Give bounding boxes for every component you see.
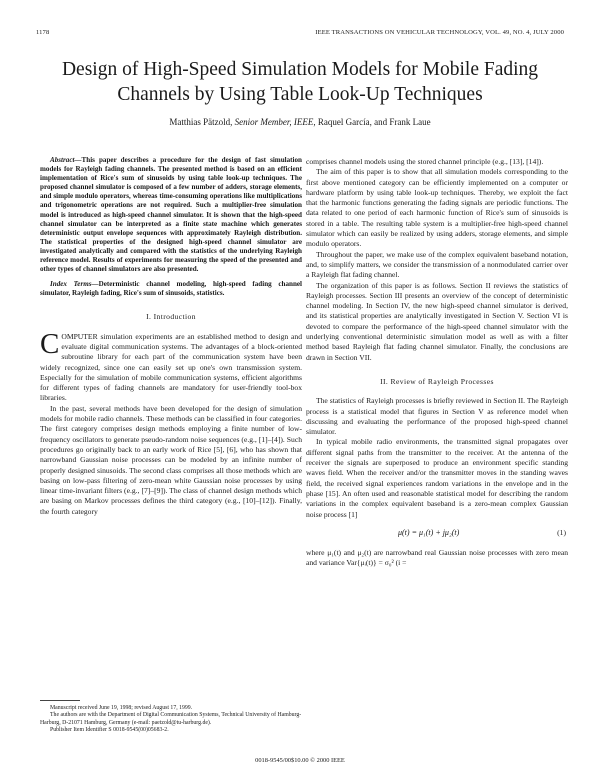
right-paragraph-5: The statistics of Rayleigh processes is briefly reviewed in Section II. The Rayleigh process is a statistical model that figures in Section V as reference model when discussing and evaluating the performance of the proposed high-speed channel simulator.	[306, 396, 568, 437]
right-paragraph-6: In typical mobile radio environments, the transmitted signal propagates over different signal paths from the transmitter to the receiver. At the antenna of the receiver the signals are superposed to produce an environment specific standing waves field. When the receiver and/or the transmitter moves in the standing waves field, the received signal experiences random variations in the envelope and in the phase [15]. An often used and reasonable statistical model for describing the random variations in the complex equivalent baseband is a zero-mean complex Gaussian noise process [1]	[306, 437, 568, 519]
copyright-footer: 0018-9545/00$10.00 © 2000 IEEE	[255, 757, 345, 764]
index-terms	[40, 280, 302, 298]
journal-running-head: IEEE TRANSACTIONS ON VEHICULAR TECHNOLOGY, VOL. 49, NO. 4, JULY 2000	[315, 29, 564, 36]
footnote-affiliation: The authors are with the Department of Digital Communication Systems, Technical University of Hamburg-Harburg, D-21071 Hamburg, Germany (e-mail: paetzold@tu-harburg.de).	[40, 712, 302, 726]
author-membership: Senior Member, IEEE	[232, 117, 314, 127]
right-paragraph-1: comprises channel models using the stored channel principle (e.g., [13], [14]).	[306, 157, 544, 166]
equation-expression: μ(t) = μ₁(t) + jμ₂(t)	[398, 527, 460, 537]
footnote-pii: Publisher Item Identifier S 0018-9545(00)05683-2.	[50, 727, 169, 734]
index-terms-lead: Index Terms—	[50, 280, 99, 289]
authors-names-prefix: Matthias Pätzold,	[169, 117, 233, 127]
drop-cap-letter: C	[40, 327, 60, 360]
abstract-text: This paper describes a procedure for the design of fast simulation models for Rayleigh fading channels. The presented method is based on an efficient implementation of Rice's sum of sinusoids by using table look-up techniques. The proposed channel simulator is composed of a few number of adders, storage elements, and simple modulo operators, whereas time-consuming operations like multiplications and trigonometric operations are not required. Such a multiplier-free simulation model is introduced as high-speed channel simulator. It is shown that the high-speed channel simulator can be interpreted as a finite state machine which generates deterministic output envelope sequences with approximately Rayleigh distribution. The statistical properties of the designed high-speed channel simulator are investigated analytically and compared with the statistics of the underlying Rayleigh reference model. Results of experiments for measuring the speed of the presented and other types of channel simulators are also presented.	[40, 156, 302, 274]
running-header	[36, 29, 564, 41]
section-heading-introduction: I. Introduction	[146, 312, 196, 322]
author-line	[30, 117, 570, 127]
right-paragraph-2: The aim of this paper is to show that all simulation models corresponding to the first above mentioned category can be efficiently implemented on a computer or hardware platform by using table look-up techniques. Thereby, we exploit the fact that the harmonic functions generating the fading signals are periodic functions. The data related to one period of each harmonic function of Rice's sum of sinusoids is stored in a table. The resulting table system is a multiplier-free high-speed channel simulator which can easily be realized by using adders, storage elements, and simple modulo operators.	[306, 167, 568, 249]
authors-names-suffix: , Raquel García, and Frank Laue	[313, 117, 431, 127]
intro-paragraph-2: In the past, several methods have been developed for the design of simulation models for mobile radio channels. These methods can be classified in four categories. The first category comprises design methods employing a finite number of low-frequency oscillators to generate pseudo-random noise sequences (e.g., [1]–[4]). Such procedures go originally back to an early work of Rice [5], [6], who has shown that narrowband Gaussian noise processes can be modeled by an infinite number of properly designed sinusoids. The second class comprises all those methods which are basing on low-pass filtering of zero-mean white Gaussian noise processes by using linear time-invariant filters (e.g., [7]–[9]). The class of channel design methods which are basing on Markov processes defines the third category (e.g., [10]–[12]). Finally, the fourth category	[40, 403, 302, 516]
right-column	[306, 157, 568, 568]
page-number: 1178	[36, 29, 50, 36]
footnote-rule	[40, 700, 80, 701]
left-column	[40, 156, 302, 517]
intro-paragraph-1-text: OMPUTER simulation experiments are an established method to design and evaluate digital communication systems. The advantages of a block-oriented subroutine library for each part of the communication system have been widely recognized, since one can easily set up one's own transmission system. Especially for the simulation of mobile communication systems, efficient algorithms for different types of fading channels are mandatory for user-friendly tool-box libraries.	[40, 331, 302, 403]
section-heading-rayleigh: II. Review of Rayleigh Processes	[380, 376, 494, 386]
equation-number: (1)	[557, 527, 566, 537]
footnote-received: Manuscript received June 19, 1998; revised August 17, 1999.	[50, 705, 193, 711]
intro-paragraph-1	[40, 327, 302, 404]
abstract	[40, 156, 302, 274]
right-paragraph-4: The organization of this paper is as follows. Section II reviews the statistics of Rayleigh processes. Section III presents an overview of the concept of deterministic channel modeling. In Section IV, the new high-speed channel simulator is derived, and its statistical properties are analytically investigated in Section V. Section VI is devoted to compare the performance of the high-speed channel simulator with the underlying conventional deterministic simulation model as well as with a filter method based Rayleigh flat fading channel simulator. Finally, the conclusions are drawn in Section VII.	[306, 280, 568, 362]
abstract-lead: Abstract—	[50, 156, 82, 164]
footnote	[40, 705, 302, 735]
equation-1	[306, 526, 568, 544]
right-paragraph-7: where μ₁(t) and μ₂(t) are narrowband real Gaussian noise processes with zero mean and variance Var{μᵢ(t)} = σ₀² (i =	[306, 547, 568, 568]
right-paragraph-3: Throughout the paper, we make use of the complex equivalent baseband notation, and, to simplify matters, we consider the transmission of a nonmodulated carrier over a Rayleigh flat fading channel.	[306, 249, 568, 280]
paper-title: Design of High-Speed Simulation Models for Mobile Fading Channels by Using Table Look-Up Techniques	[61, 59, 539, 105]
index-terms-text: Deterministic channel modeling, high-speed fading channel simulator, Rayleigh fading, Rice's sum of sinusoids, statistics.	[40, 280, 303, 298]
